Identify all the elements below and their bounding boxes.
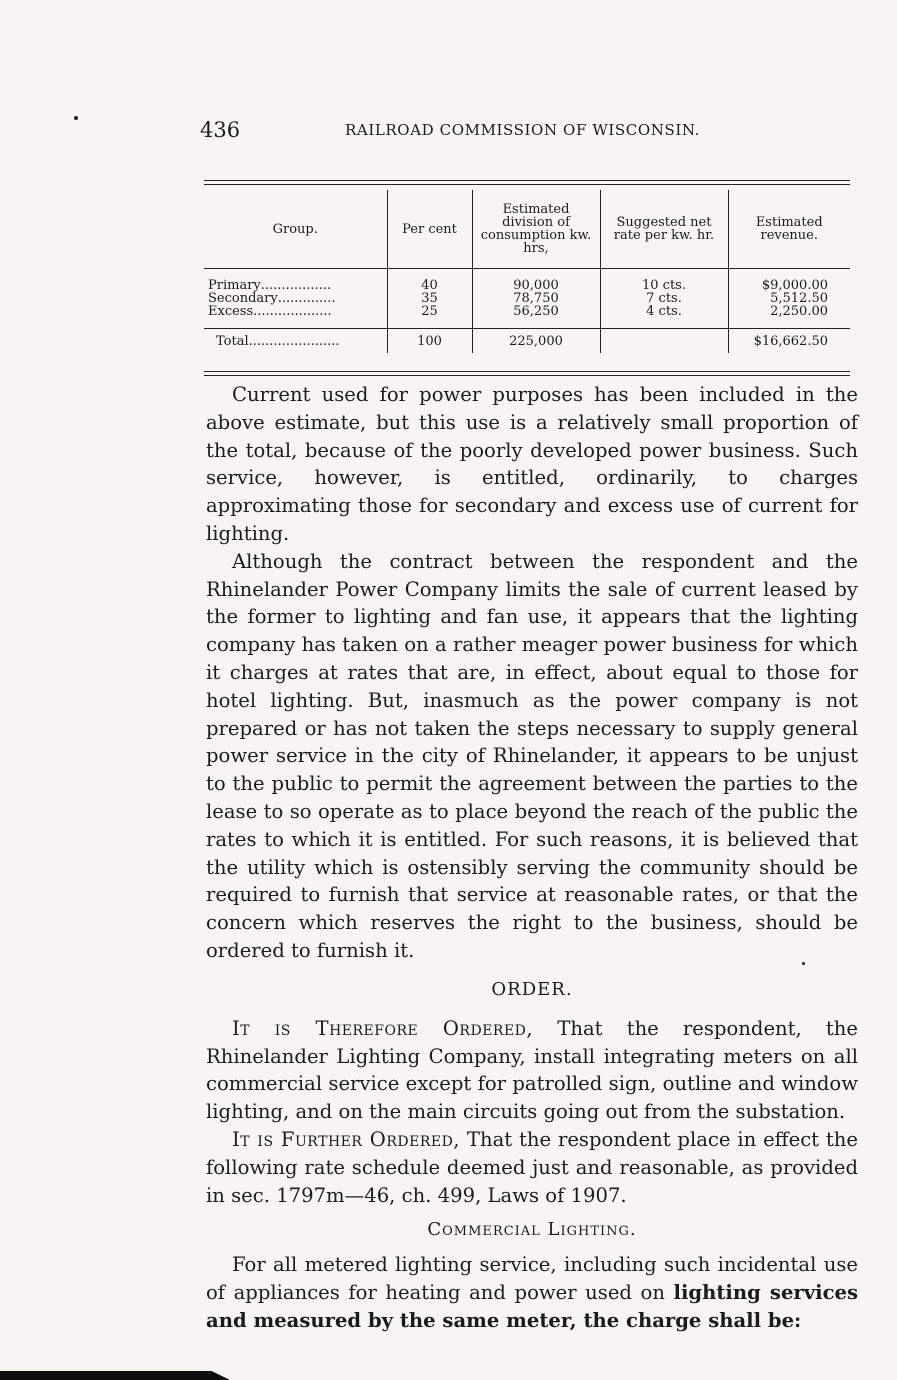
metered-service-text-bold: lighting services and measured by the same meter, the charge shall be: [206, 1281, 859, 1332]
row-revenue: 5,512.50 [728, 292, 850, 305]
total-rate [600, 329, 728, 354]
row-percent: 25 [387, 305, 472, 318]
page-number: 436 [200, 118, 241, 142]
table-header-row [204, 190, 850, 269]
paragraph-metered-service [206, 1251, 858, 1334]
table-top-rule [204, 180, 850, 181]
col-header-group: Group. [204, 190, 387, 269]
row-group: Primary [208, 278, 261, 293]
table-row: Excess................... 25 56,250 4 cts. 2,250.00 [204, 305, 850, 318]
ink-speck [74, 116, 78, 120]
paragraph-order-2 [206, 1126, 858, 1209]
paragraph-order-1 [206, 1015, 858, 1126]
row-group: Secondary [208, 291, 278, 306]
row-rate: 10 cts. [600, 279, 728, 292]
scan-edge-shadow [0, 1371, 230, 1380]
table-bottom-rule-2 [204, 375, 850, 376]
ink-speck [802, 962, 805, 965]
col-header-consumption: Estimated division of consumption kw. hrs, [472, 190, 600, 269]
row-revenue: $9,000.00 [728, 279, 850, 292]
metered-service-text: For all metered lighting service, including such incidental use of appliances for heating and power used on [206, 1253, 858, 1305]
row-consumption: 90,000 [472, 279, 600, 292]
order-1-text: That the respondent, the Rhinelander Lighting Company, install integrating meters on all commercial service except for patrolled sign, outline and window lighting, and on the main circuits going out from the substation. [206, 1016, 859, 1124]
row-rate: 7 cts. [600, 292, 728, 305]
order-heading: ORDER. [491, 978, 573, 1000]
col-header-rate: Suggested net rate per kw. hr. [600, 190, 728, 269]
table-bottom-rule [204, 371, 850, 372]
consumption-revenue-table [204, 190, 850, 353]
total-consumption: 225,000 [472, 329, 600, 354]
col-header-percent: Per cent [387, 190, 472, 269]
row-rate: 4 cts. [600, 305, 728, 318]
order-2-text: That the respondent place in effect the following rate schedule deemed just and reasonable, as provided in sec. 1797m—46, ch. 499, Laws of 1907. [206, 1127, 858, 1207]
total-revenue: $16,662.50 [728, 329, 850, 354]
table-row: Secondary.............. 35 78,750 7 cts. 5,512.50 [204, 292, 850, 305]
table-total-row: Total...................... 100 225,000 $16,662.50 [204, 329, 850, 354]
running-head: RAILROAD COMMISSION OF WISCONSIN. [345, 121, 700, 139]
paragraph-power-purposes: Current used for power purposes has been included in the above estimate, but this use is a relatively small proportion of the total, because of the poorly developed power business. Such service, however, is entitled, ordinarily, to charges approximating those for secondary and excess use of current for lighting. [206, 383, 858, 545]
total-percent: 100 [387, 329, 472, 354]
row-group: Excess [208, 304, 254, 319]
row-percent: 40 [387, 279, 472, 292]
row-consumption: 78,750 [472, 292, 600, 305]
order-2-lead: It is Further Ordered, [232, 1127, 461, 1151]
row-consumption: 56,250 [472, 305, 600, 318]
table-top-rule-2 [204, 184, 850, 185]
order-1-lead: It is Therefore Ordered, [232, 1016, 534, 1040]
page-header [200, 118, 860, 146]
table-row: Primary................. 40 90,000 10 cts. $9,000.00 [204, 279, 850, 292]
total-label: Total [216, 333, 249, 349]
paragraph-contract: Although the contract between the respondent and the Rhinelander Power Company limits the sale of current leased by the former to lighting and fan use, it appears that the lighting company has taken on a rather meager power business for which it charges at rates that are, in effect, about equal to those for hotel lighting. But, inasmuch as the power company is not prepared or has not taken the steps necessary to supply general power service in the city of Rhinelander, it appears to be unjust to the public to permit the agreement between the parties to the lease to so operate as to place beyond the reach of the public the rates to which it is entitled. For such reasons, it is believed that the utility which is ostensibly serving the community should be required to furnish that service at reasonable rates, or that the concern which reserves the right to the business, should be ordered to furnish it. [206, 549, 858, 962]
body-text [206, 381, 858, 1335]
commercial-lighting-heading: Commercial Lighting. [427, 1219, 637, 1241]
col-header-revenue: Estimated revenue. [728, 190, 850, 269]
table-spacer-row [204, 318, 850, 329]
row-percent: 35 [387, 292, 472, 305]
row-revenue: 2,250.00 [728, 305, 850, 318]
